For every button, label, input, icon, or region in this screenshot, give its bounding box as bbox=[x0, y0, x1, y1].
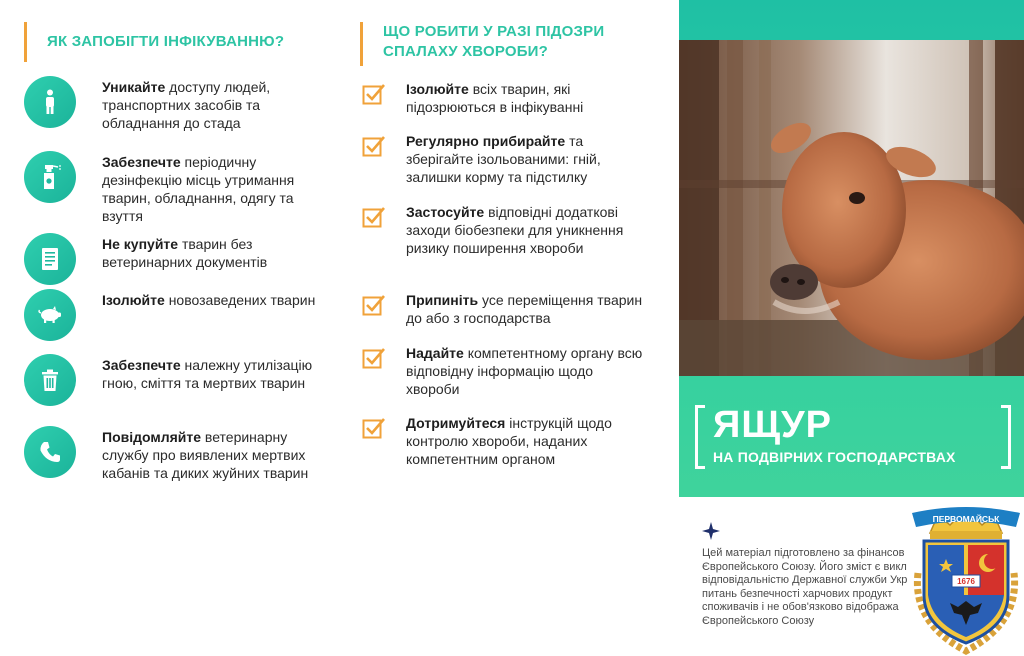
actions-heading-line: СПАЛАХУ ХВОРОБИ? bbox=[383, 43, 549, 60]
actions-heading-line: ЩО РОБИТИ У РАЗІ ПІДОЗРИ bbox=[383, 23, 605, 40]
cover-title-box bbox=[695, 405, 1011, 469]
checkbox-icon bbox=[362, 134, 386, 158]
action-item-text: Надайте компетентному органу всю відповідну інформацію щодо хвороби bbox=[406, 345, 643, 397]
disclaimer-line: питань безпечності харчових продукт bbox=[702, 587, 893, 600]
eu-disclaimer bbox=[702, 547, 942, 628]
action-item-text: Застосуйте відповідні додаткові заходи біобезпеки для уникнення ризику поширення хвороби bbox=[406, 204, 624, 256]
emblem-year: 1676 bbox=[957, 577, 975, 586]
action-item-text: Припиніть усе переміщення тварин до або з господарства bbox=[406, 292, 643, 326]
cover-band bbox=[679, 0, 1024, 497]
action-item-text: Ізолюйте всіх тварин, які підозрюються в інфікуванні bbox=[406, 81, 584, 115]
title-bracket-left bbox=[695, 405, 705, 469]
person-icon bbox=[24, 76, 76, 128]
prevention-item-text: Забезпечте належну утилізацію гною, сміття та мертвих тварин bbox=[102, 357, 313, 391]
action-item-text: Дотримуйтеся інструкцій щодо контролю хвороби, наданих компетентним органом bbox=[406, 415, 612, 467]
checkbox-icon bbox=[362, 82, 386, 106]
cover-panel bbox=[679, 0, 1024, 656]
trash-can-icon bbox=[24, 354, 76, 406]
disclaimer-line: Цей матеріал підготовлено за фінансов bbox=[702, 547, 905, 559]
prevention-heading: ЯК ЗАПОБІГТИ ІНФІКУВАННЮ? bbox=[24, 22, 284, 62]
cover-title: ЯЩУР bbox=[713, 404, 833, 446]
actions-section bbox=[340, 0, 670, 656]
pig-icon bbox=[24, 289, 76, 341]
calf-photo bbox=[679, 40, 1024, 376]
phone-icon bbox=[24, 426, 76, 478]
eu-star-icon bbox=[701, 521, 721, 541]
document-icon bbox=[24, 233, 76, 285]
checkbox-icon bbox=[362, 205, 386, 229]
checkbox-icon bbox=[362, 346, 386, 370]
cover-subtitle: НА ПОДВІРНИХ ГОСПОДАРСТВАХ bbox=[713, 449, 956, 465]
disclaimer-line: споживачів і не обов'язково відобража bbox=[702, 601, 899, 613]
title-bracket-right bbox=[1001, 405, 1011, 469]
prevention-item-text: Ізолюйте новозаведених тварин bbox=[102, 292, 316, 308]
emblem-banner-text: ПЕРВОМАЙСЬК bbox=[932, 514, 1000, 524]
disclaimer-line: відповідальністю Державної служби Укр bbox=[702, 574, 908, 586]
prevention-section bbox=[0, 0, 340, 656]
city-emblem bbox=[908, 503, 1024, 656]
checkbox-icon bbox=[362, 416, 386, 440]
prevention-item-text: Повідомляйте ветеринарну службу про виявлених мертвих кабанів та диких жуйних тварин bbox=[102, 429, 309, 481]
disclaimer-line: Європейського Союзу bbox=[702, 614, 815, 627]
prevention-item-text: Забезпечте періодичну дезінфекцію місць утримання тварин, обладнання, одягу та взуття bbox=[102, 154, 295, 224]
disclaimer-line: Європейського Союзу. Його зміст є викл bbox=[702, 560, 907, 573]
actions-heading bbox=[360, 22, 604, 66]
prevention-item-text: Не купуйте тварин без ветеринарних документів bbox=[102, 236, 268, 270]
action-item-text: Регулярно прибирайте та зберігайте ізольованими: гній, залишки корму та підстилку bbox=[406, 133, 601, 185]
spray-bottle-icon bbox=[24, 151, 76, 203]
checkbox-icon bbox=[362, 293, 386, 317]
prevention-item-text: Уникайте доступу людей, транспортних засобів та обладнання до стада bbox=[102, 79, 271, 131]
